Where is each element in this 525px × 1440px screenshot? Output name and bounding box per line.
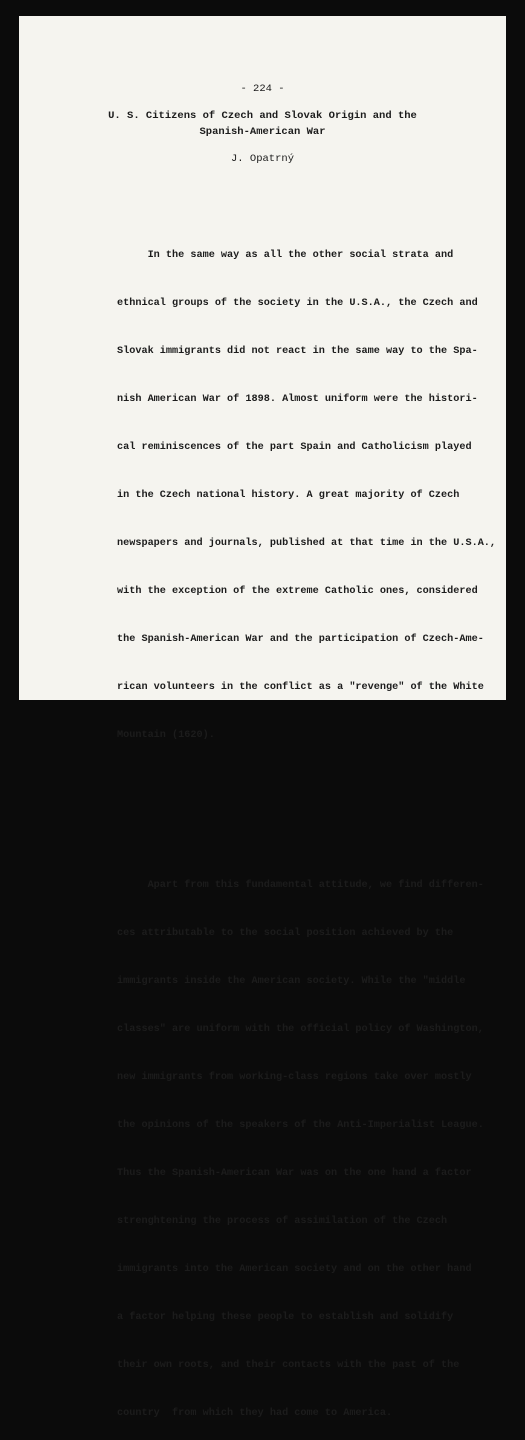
text-line: ethnical groups of the society in the U.S.A., the Czech and — [117, 298, 478, 309]
document-page — [19, 16, 506, 1419]
text-line: immigrants into the American society and on the other hand — [117, 1264, 472, 1275]
text-line: Mountain (1620). — [117, 730, 215, 741]
text-line: Apart from this fundamental attitude, we find differen- — [117, 880, 484, 891]
text-line: cal reminiscences of the part Spain and Catholicism played — [117, 442, 472, 453]
text-line: their own roots, and their contacts with the past of the — [117, 1360, 460, 1371]
page-number: - 224 - — [240, 83, 285, 95]
text-line: In the same way as all the other social strata and — [117, 250, 454, 261]
author-name: J. Opatrný — [230, 153, 294, 165]
article-title — [19, 108, 506, 140]
paragraph-gap — [117, 808, 496, 814]
text-line: country from which they had come to America. — [117, 1408, 393, 1419]
text-line: classes" are uniform with the official policy of Washington, — [117, 1024, 484, 1035]
text-line: Slovak immigrants did not react in the same way to the Spa- — [117, 346, 478, 357]
text-line: Thus the Spanish-American War was on the one hand a factor — [117, 1168, 472, 1179]
paragraph-2 — [117, 846, 496, 1440]
text-line: rican volunteers in the conflict as a "revenge" of the White — [117, 682, 484, 693]
text-line: strenghtening the process of assimilation of the Czech — [117, 1216, 448, 1227]
text-line: in the Czech national history. A great majority of Czech — [117, 490, 460, 501]
text-line: ces attributable to the social position achieved by the — [117, 928, 454, 939]
text-line: immigrants inside the American society. While the "middle — [117, 976, 466, 987]
paragraph-1 — [117, 216, 496, 776]
title-line-2: Spanish-American War — [199, 126, 326, 138]
text-line: with the exception of the extreme Catholic ones, considered — [117, 586, 478, 597]
text-line: a factor helping these people to establish and solidify — [117, 1312, 454, 1323]
text-line: newspapers and journals, published at that time in the U.S.A., — [117, 538, 497, 549]
text-line: new immigrants from working-class regions take over mostly — [117, 1072, 472, 1083]
text-line: nish American War of 1898. Almost uniform were the histori- — [117, 394, 478, 405]
title-line-1: U. S. Citizens of Czech and Slovak Origin and the — [108, 110, 417, 122]
article-body — [117, 184, 496, 1440]
text-line: the opinions of the speakers of the Anti-Imperialist League. — [117, 1120, 484, 1131]
text-line: the Spanish-American War and the participation of Czech-Ame- — [117, 634, 484, 645]
